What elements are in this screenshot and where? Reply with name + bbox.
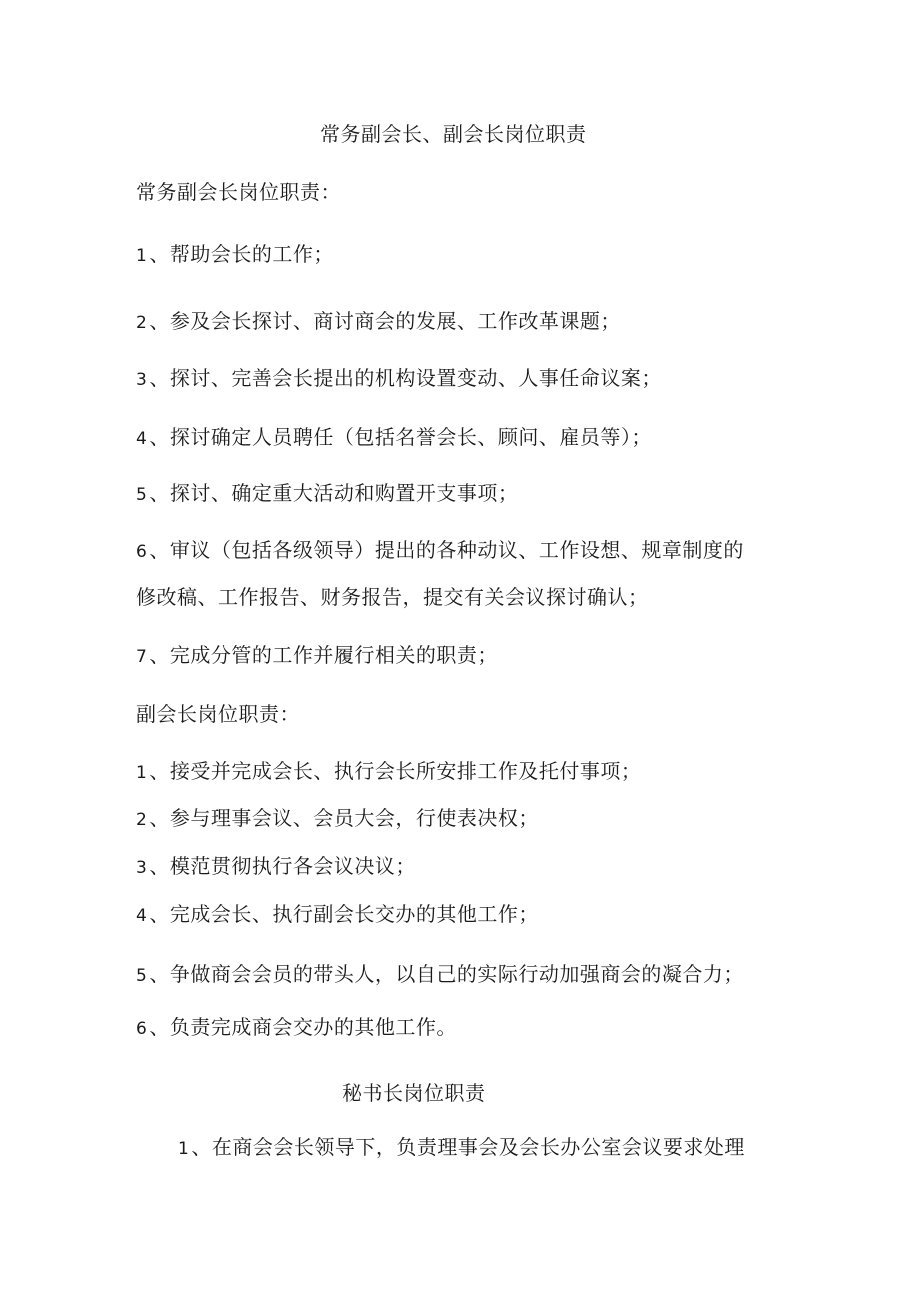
list-item xyxy=(136,853,416,881)
item-text: 、探讨确定人员聘任（包括名誉会长、顾问、雇员等）； xyxy=(149,425,652,449)
item-number: 2 xyxy=(136,313,148,333)
list-item xyxy=(178,1134,745,1162)
item-text: 、帮助会长的工作； xyxy=(149,242,334,266)
section-heading-vice-president: 副会长岗位职责： xyxy=(136,702,300,726)
item-text: 、参及会长探讨、商讨商会的发展、工作改革课题； xyxy=(149,309,621,333)
item-text: 、完成会长、执行副会长交办的其他工作； xyxy=(149,902,539,926)
item-number: 3 xyxy=(136,858,148,878)
item-number: 4 xyxy=(136,429,148,449)
item-number: 1 xyxy=(178,1139,190,1159)
item-number: 1 xyxy=(136,246,148,266)
list-item xyxy=(136,308,621,336)
list-item xyxy=(136,805,539,833)
list-item xyxy=(136,537,744,565)
list-item xyxy=(136,424,652,452)
list-item xyxy=(136,642,498,670)
section-heading-secretary-general: 秘书长岗位职责 xyxy=(342,1081,486,1105)
list-item xyxy=(136,365,662,393)
item-text: 、探讨、完善会长提出的机构设置变动、人事任命议案； xyxy=(149,366,662,390)
item-number: 5 xyxy=(136,966,148,986)
item-number: 4 xyxy=(136,906,148,926)
item-number: 3 xyxy=(136,370,148,390)
list-item xyxy=(136,241,334,269)
item-number: 5 xyxy=(136,485,148,505)
item-text: 、探讨、确定重大活动和购置开支事项； xyxy=(149,481,519,505)
item-text: 、模范贯彻执行各会议决议； xyxy=(149,854,416,878)
item-text: 、完成分管的工作并履行相关的职责； xyxy=(149,643,498,667)
item-number: 2 xyxy=(136,810,148,830)
item-text: 、参与理事会议、会员大会，行使表决权； xyxy=(149,806,539,830)
list-item xyxy=(136,1014,457,1042)
document-title: 常务副会长、副会长岗位职责 xyxy=(320,122,587,146)
list-item-continuation xyxy=(136,584,649,610)
item-number: 6 xyxy=(136,1019,148,1039)
list-item xyxy=(136,961,744,989)
item-number: 7 xyxy=(136,647,148,667)
item-text: 、审议（包括各级领导）提出的各种动议、工作设想、规章制度的 xyxy=(149,538,744,562)
item-text: 修改稿、工作报告、财务报告，提交有关会议探讨确认； xyxy=(136,585,649,609)
item-number: 1 xyxy=(136,763,148,783)
item-text: 、负责完成商会交办的其他工作。 xyxy=(149,1015,457,1039)
list-item xyxy=(136,901,539,929)
list-item xyxy=(136,480,518,508)
section-heading-executive-vice-president: 常务副会长岗位职责： xyxy=(136,180,341,204)
item-text: 、争做商会会员的带头人，以自己的实际行动加强商会的凝合力； xyxy=(149,962,744,986)
item-number: 6 xyxy=(136,542,148,562)
list-item xyxy=(136,758,641,786)
item-text: 、接受并完成会长、执行会长所安排工作及托付事项； xyxy=(149,759,642,783)
item-text: 、在商会会长领导下，负责理事会及会长办公室会议要求处理 xyxy=(191,1135,745,1159)
